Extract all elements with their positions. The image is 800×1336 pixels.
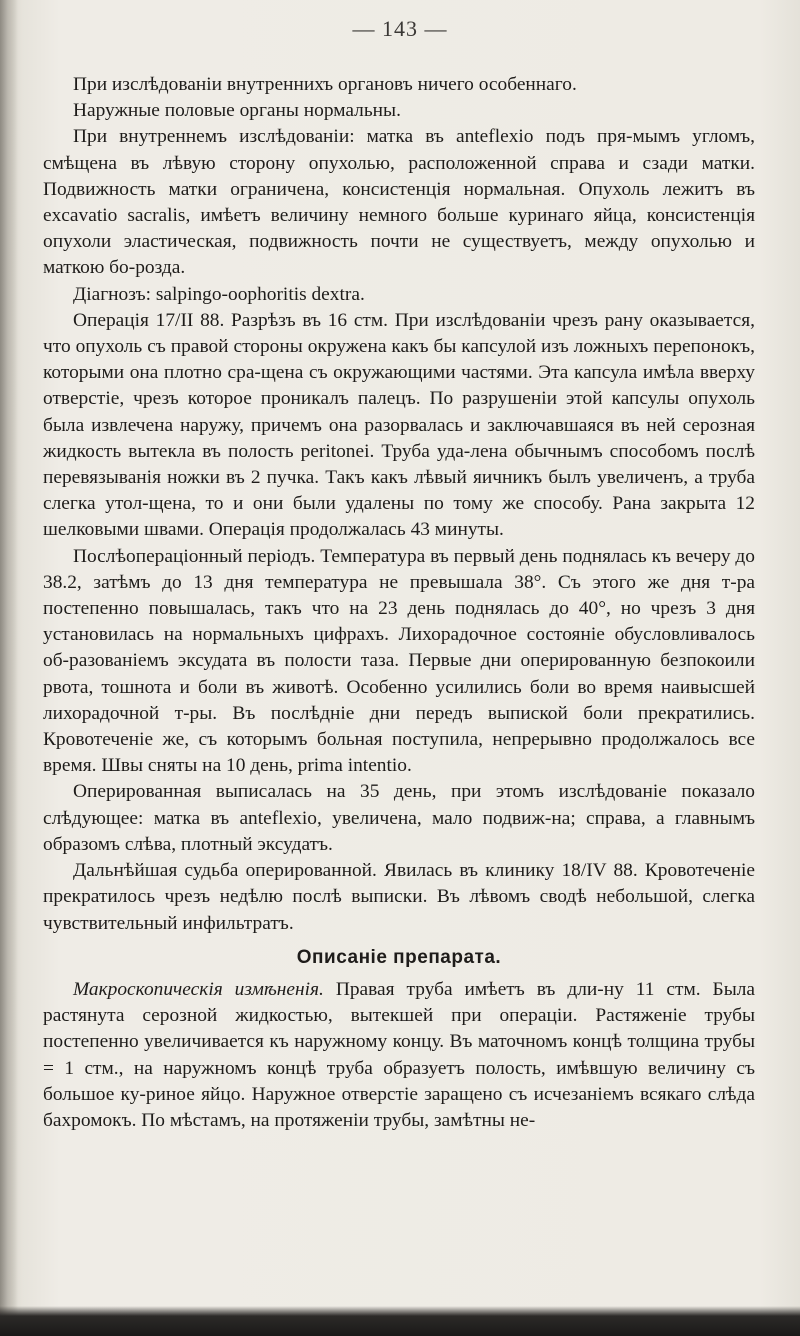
body-text <box>43 72 755 1134</box>
scan-bottom-edge <box>0 1306 800 1336</box>
macroscopic-label: Макроскопическія измѣненія. <box>73 978 324 1000</box>
paragraph-internal-exam: При внутреннемъ изслѣдованіи: матка въ anteflexio подъ пря-мымъ угломъ, смѣщена въ лѣвую сторону опухолью, расположенной справа и сзади матки. Подвижность матки ограничена, консистенція нормальная. Опухоль лежитъ въ excavatio sacralis, имѣетъ величину немного больше куринаго яйца, консистенція опухоли эластическая, подвижность почти не существуетъ, между опухолью и маткою бо-розда. <box>43 126 755 279</box>
section-heading: Описаніе препарата. <box>296 946 502 968</box>
paragraph-macroscopic <box>43 977 755 1134</box>
page-number: — 143 — <box>352 16 448 41</box>
macroscopic-text: Правая труба имѣетъ въ дли-ну 11 стм. Была растянута серозной жидкостью, вытекшей при операціи. Растяженіе трубы постепенно увеличивается къ наружному концу. Въ маточномъ концѣ толщина трубы = 1 стм., на наружномъ концѣ труба образуетъ полость, имѣвшую величину съ большое ку-риное яйцо. Наружное отверстіе заращено съ исчезаніемъ всякаго слѣда бахромокъ. По мѣстамъ, на протяженіи трубы, замѣтны не- <box>43 978 756 1131</box>
paragraph-internal-organs: При изслѣдованіи внутреннихъ органовъ ничего особеннаго. <box>73 74 577 95</box>
paragraph-operation: Операція 17/II 88. Разрѣзъ въ 16 стм. При изслѣдованіи чрезъ рану оказывается, что опухоль съ правой стороны окружена какъ бы капсулой изъ ложныхъ перепонокъ, которыми она плотно сра-щена съ окружающими частями. Эта капсула имѣла вверху отверстіе, чрезъ которое проникалъ палецъ. По разрушеніи этой капсулы опухоль была извлечена наружу, причемъ она разорвалась и заключавшаяся въ ней серозная жидкость вытекла въ полость peritonei. Труба уда-лена обычнымъ способомъ послѣ перевязыванія ножки въ 2 пучка. Такъ какъ лѣвый яичникъ былъ увеличенъ, а труба слегка утол-щена, то и они были удалены по тому же способу. Рана закрыта 12 шелковыми швами. Операція продолжалась 43 минуты. <box>43 309 755 541</box>
paragraph-discharge: Оперированная выписалась на 35 день, при этомъ изслѣдованіе показало слѣдующее: матка въ anteflexio, увеличена, мало подвиж-на; справа, а главнымъ образомъ слѣва, плотный эксудатъ. <box>43 781 755 855</box>
paragraph-external-organs: Наружные половые органы нормальны. <box>73 100 401 122</box>
binding-shadow <box>0 0 18 1336</box>
paragraph-postoperative: Послѣоперaціонный періодъ. Температура въ первый день поднялась къ вечеру до 38.2, затѣмъ до 13 дня температура не превышала 38°. Съ этого же дня т-ра постепенно повышалась, такъ что на 23 день поднялась до 40°, но чрезъ 3 дня установилась на нормальныхъ цифрахъ. Лихорадочное состояніе обусловливалось об-разованіемъ эксудата въ полости таза. Первые дни оперированную безпокоили рвота, тошнота и боли въ животѣ. Особенно усилились боли во время наивысшей лихорадочной т-ры. Въ послѣдніе дни передъ выпиской боли прекратились. Кровотеченіе же, съ которымъ больная поступила, непрерывно продолжалось все время. Швы сняты на 10 день, prima intentio. <box>43 545 755 777</box>
paragraph-further-fate: Дальнѣйшая судьба оперированной. Явилась въ клинику 18/IV 88. Кровотеченіе прекратилось чрезъ недѣлю послѣ выписки. Въ лѣвомъ сводѣ небольшой, слегка чувствительный инфильтратъ. <box>43 860 755 934</box>
paragraph-diagnosis: Діагнозъ: salpingo-oophoritis dextra. <box>73 283 365 305</box>
